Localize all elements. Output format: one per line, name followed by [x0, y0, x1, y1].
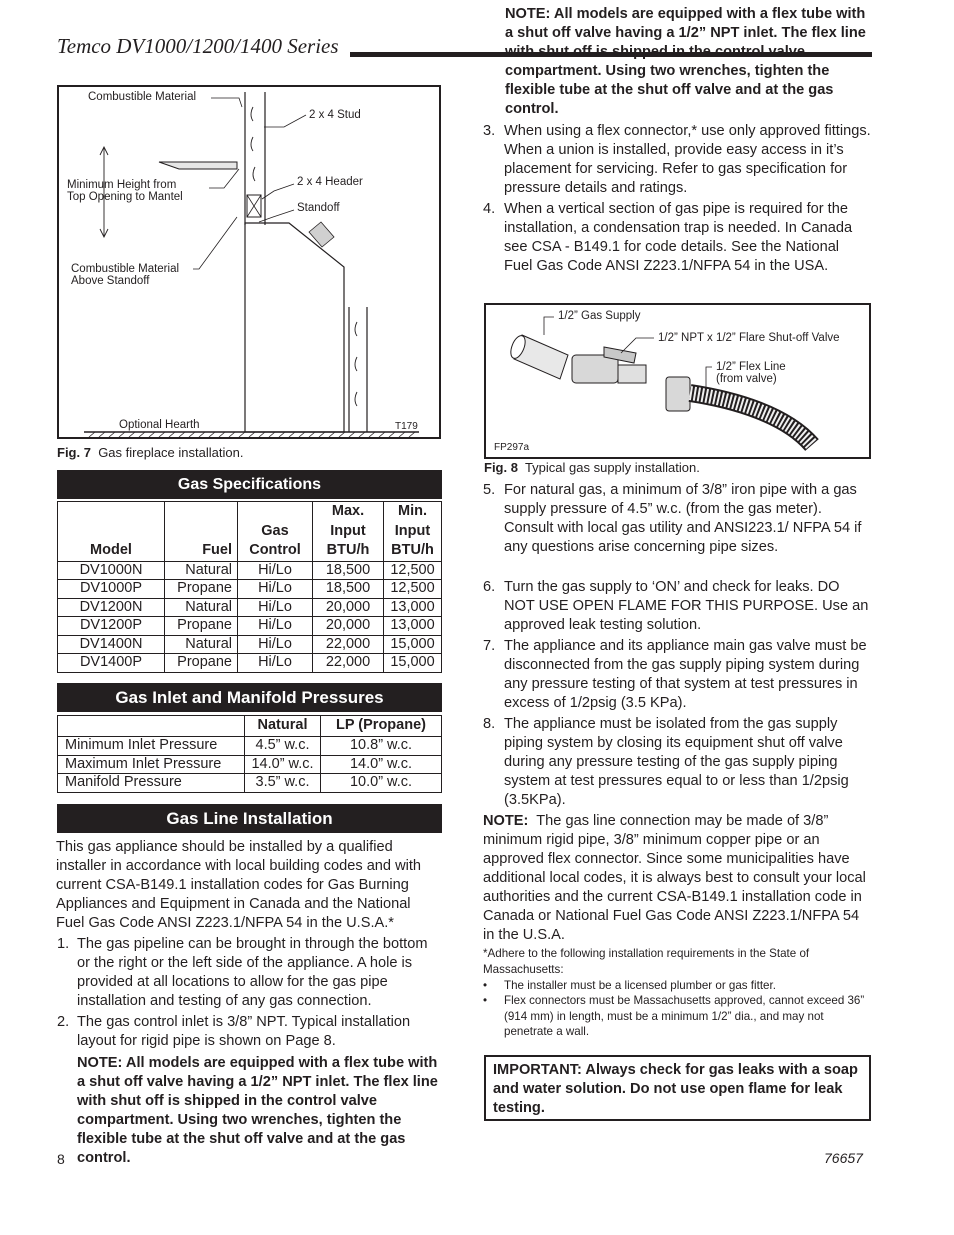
cell: 10.8” w.c. [321, 737, 442, 756]
gas-line-title: Gas Line Installation [57, 804, 442, 833]
note-text: The gas line connection may be made of 3/8” minimum rigid pipe, 3/8” minimum copper pipe or an approved flex connector. Since some municipalities have additional local codes, it is always best to consult your local authorities and the current CSA-B149.1 installation code in Canada or National Fuel Gas Code ANSI Z223.1/NFPA 54 in the U.S.A. [483, 813, 866, 943]
cell: Hi/Lo [238, 635, 313, 654]
table-row [58, 755, 442, 774]
cell: 10.0” w.c. [321, 774, 442, 793]
cell: Hi/Lo [238, 561, 313, 580]
cell: 22,000 [313, 654, 384, 673]
col-model: Model [58, 502, 165, 562]
col-lp: LP (Propane) [321, 716, 442, 737]
list-item-5 [483, 481, 871, 557]
list-item-text: The appliance and its appliance main gas valve must be disconnected from the gas supply piping system during any pressure testing of that system at test pressures in excess of 1/2psig (3.5 KPa). [504, 638, 867, 711]
gas-line-intro: This gas appliance should be installed by a qualified installer in accordance with local building codes and with current CSA-B149.1 installation codes for Gas Burning Appliances and Equipment in Canada and the National Fuel Gas Code ANSI Z223.1/NFPA 54 in the U.S.A.* [56, 839, 422, 931]
gas-supply-diagram [486, 305, 869, 457]
cell: Hi/Lo [238, 598, 313, 617]
list-item-text: Turn the gas supply to ‘ON’ and check for leaks. DO NOT USE OPEN FLAME FOR THIS PURPOSE. Use an approved leak testing solution. [504, 579, 869, 633]
table-row [58, 635, 442, 654]
note-flex-tube-overflow: NOTE: All models are equipped with a flex tube with a shut off valve having a 1/2” NPT inlet. The flex line with shut off is shipped in the control valve compartment. Using two wrenches, tighten the flexible tube at the shut off valve and at the gas control. [505, 6, 866, 117]
massachusetts-note: *Adhere to the following installation requirements in the State of Massachusetts: [483, 947, 810, 976]
caption-number: Fig. 8 [484, 460, 518, 475]
figure-8-caption [484, 460, 700, 475]
bullet-text: Flex connectors must be Massachusetts approved, cannot exceed 36” (914 mm) in length, must be a minimum 1/2” dia., and may not penetrate a wall. [504, 994, 865, 1038]
cell: Hi/Lo [238, 580, 313, 599]
cell: 12,500 [384, 580, 442, 599]
list-number: 7. [483, 638, 496, 654]
table-row [58, 617, 442, 636]
cell: 13,000 [384, 598, 442, 617]
table-header-row [58, 502, 442, 562]
important-notice: IMPORTANT: Always check for gas leaks with a soap and water solution. Do not use open flame for leak testing. [484, 1055, 871, 1121]
label-stud: 2 x 4 Stud [309, 109, 361, 121]
caption-text: Typical gas supply installation. [524, 460, 700, 475]
cell: Hi/Lo [238, 654, 313, 673]
pressures-table [57, 715, 442, 793]
page-title: Temco DV1000/1200/1400 Series [57, 34, 339, 58]
cell: Natural [165, 561, 238, 580]
cell: DV1000N [58, 561, 165, 580]
table-header-row [58, 716, 442, 737]
cell: 18,500 [313, 561, 384, 580]
cell: DV1200N [58, 598, 165, 617]
label-combustible-above: Combustible Material Above Standoff [71, 263, 180, 287]
cell: 14.0” w.c. [321, 755, 442, 774]
document-number: 76657 [824, 1150, 863, 1166]
cell: 4.5” w.c. [245, 737, 321, 756]
cell: DV1400P [58, 654, 165, 673]
list-item-text: The appliance must be isolated from the gas supply piping system by closing its equipment shut off valve during any pressure testing of the gas supply piping system at test pressures equal to or less than 1/2psig (3.5KPa). [504, 716, 849, 808]
label-t179: T179 [395, 421, 418, 432]
list-number: 5. [483, 482, 496, 498]
figure-7-caption [57, 445, 243, 460]
label-combustible-material: Combustible Material [88, 91, 197, 103]
list-number: 6. [483, 579, 496, 595]
list-item-text: The gas control inlet is 3/8” NPT. Typical installation layout for rigid pipe is shown on Page 8. [77, 1014, 411, 1049]
col-min-input: Min. Input BTU/h [384, 502, 442, 562]
cell: Minimum Inlet Pressure [58, 737, 245, 756]
bullet-icon: • [483, 979, 488, 992]
list-item-text: The gas pipeline can be brought in through the bottom or the right or the left side of the appliance. A hole is provided at all locations to allow for the gas pipe installation and testing of any gas connection. [77, 936, 428, 1009]
label-fp297a: FP297a [494, 442, 530, 453]
list-item-text: For natural gas, a minimum of 3/8” iron pipe with a gas supply pressure of 4.5” w.c. (from the gas meter). Consult with local gas utility and ANSI223.1/ NFPA 54 if any questions arise concerning pipe sizes. [504, 482, 862, 555]
cell: DV1200P [58, 617, 165, 636]
cell: 12,500 [384, 561, 442, 580]
label-standoff: Standoff [297, 202, 340, 214]
caption-number: Fig. 7 [57, 445, 91, 460]
list-number: 4. [483, 201, 496, 217]
col-fuel: Fuel [165, 502, 238, 562]
cell: 20,000 [313, 617, 384, 636]
gas-specs-title: Gas Specifications [57, 470, 442, 499]
cell: 20,000 [313, 598, 384, 617]
note-flex-tube-text: NOTE: All models are equipped with a flex tube with a shut off valve having a 1/2” NPT inlet. The flex line with shut off is shipped in the control valve compartment. Using two wrenches, tighten the flexible tube at the shut off valve and at the gas control. [77, 1055, 438, 1166]
cell: 3.5” w.c. [245, 774, 321, 793]
col-max-input: Max. Input BTU/h [313, 502, 384, 562]
cell: Manifold Pressure [58, 774, 245, 793]
col-natural: Natural [245, 716, 321, 737]
cell: Propane [165, 617, 238, 636]
list-item-1 [57, 935, 440, 1011]
massachusetts-bullet-2 [483, 993, 871, 1040]
label-min-height: Minimum Height from Top Opening to Mantel [67, 179, 183, 203]
cell: 14.0” w.c. [245, 755, 321, 774]
list-item-7 [483, 637, 871, 713]
list-item-2 [57, 1013, 440, 1051]
list-number: 3. [483, 123, 496, 139]
label-header: 2 x 4 Header [297, 176, 363, 188]
bullet-text: The installer must be a licensed plumber or gas fitter. [504, 979, 776, 992]
cell: 15,000 [384, 654, 442, 673]
figure-7-fireplace-installation [57, 85, 441, 439]
list-item-text: When using a flex connector,* use only approved fittings. When a union is installed, provide easy access in it’s placement for servicing. Refer to gas specification for pressure details and ratings. [504, 123, 871, 196]
cell: Propane [165, 654, 238, 673]
page-number: 8 [57, 1151, 65, 1167]
table-row [58, 737, 442, 756]
cell: 13,000 [384, 617, 442, 636]
figure-8-gas-supply [484, 303, 871, 459]
note-gas-line-connection [483, 812, 871, 945]
list-item-4 [483, 200, 871, 276]
label-flex-line: 1/2” Flex Line (from valve) [716, 361, 786, 385]
cell: Natural [165, 598, 238, 617]
list-item-6 [483, 578, 871, 635]
list-number: 8. [483, 716, 496, 732]
list-item-8 [483, 715, 871, 810]
gas-specs-table [57, 501, 442, 673]
pressures-title: Gas Inlet and Manifold Pressures [57, 683, 442, 712]
col-gas-control: Gas Control [238, 502, 313, 562]
table-row [58, 654, 442, 673]
table-row [58, 561, 442, 580]
cell: Natural [165, 635, 238, 654]
note-label: NOTE: [483, 813, 529, 829]
fireplace-diagram [59, 87, 439, 437]
table-row [58, 580, 442, 599]
bullet-icon: • [483, 994, 488, 1007]
label-gas-supply: 1/2” Gas Supply [558, 310, 641, 322]
cell: DV1400N [58, 635, 165, 654]
list-number: 1. [57, 936, 70, 952]
cell: DV1000P [58, 580, 165, 599]
col-empty [58, 716, 245, 737]
cell: 18,500 [313, 580, 384, 599]
list-item-text: When a vertical section of gas pipe is required for the installation, a condensation trap is needed. In Canada see CSA - B149.1 for code details. See the National Fuel Gas Code ANSI Z223.1/NFPA 54 in the USA. [504, 201, 853, 274]
label-hearth: Optional Hearth [119, 419, 200, 431]
caption-text: Gas fireplace installation. [98, 445, 244, 460]
cell: 22,000 [313, 635, 384, 654]
table-row [58, 774, 442, 793]
cell: Propane [165, 580, 238, 599]
cell: Hi/Lo [238, 617, 313, 636]
table-row [58, 598, 442, 617]
cell: Maximum Inlet Pressure [58, 755, 245, 774]
massachusetts-bullet-1 [483, 978, 871, 994]
cell: 15,000 [384, 635, 442, 654]
note-flex-tube-continued [505, 6, 871, 119]
note-flex-tube [77, 1054, 442, 1166]
list-number: 2. [57, 1014, 70, 1030]
label-valve: 1/2” NPT x 1/2” Flare Shut-off Valve [658, 332, 840, 344]
list-item-3 [483, 122, 871, 198]
